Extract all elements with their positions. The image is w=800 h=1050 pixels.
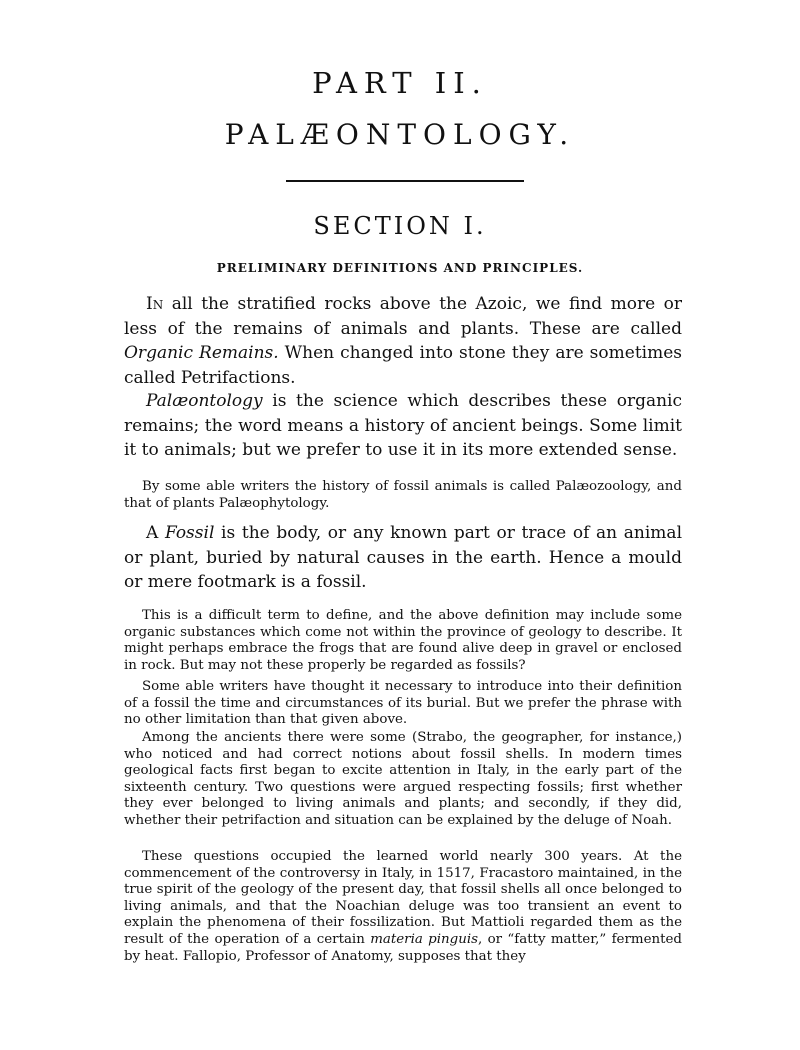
note-able-writers: Some able writers have thought it necessary to introduce into their definition of a fossil the time and circumstances of its burial. But we prefer the phrase with no other limitation than that given above. (124, 679, 682, 728)
paragraph-organic-remains: In all the stratified rocks above the Azoic, we find more or less of the remains of animals and plants. These are called Organic Remains. When changed into stone they are sometimes called Petrifactions. (124, 294, 682, 388)
section-title: SECTION I. (313, 212, 487, 240)
title-divider (286, 180, 524, 182)
note-palaeozoology: By some able writers the history of fossil animals is called Palæozoology, and that of plants Palæophytology. (124, 479, 682, 511)
note-ancients: Among the ancients there were some (Strabo, the geographer, for instance,) who noticed and had correct notions about fossil shells. In modern times geological facts first began to excite attention in Italy, in the early part of the sixteenth century. Two questions were argued respecting fossils; first whether they ever belonged to living animals and plants; and secondly, if they did, whether their petrifaction and situation can be explained by the deluge of Noah. (124, 730, 682, 828)
chapter-title: PALÆONTOLOGY. (224, 118, 576, 151)
part-title: PART II. (312, 66, 488, 100)
section-subheading: PRELIMINARY DEFINITIONS AND PRINCIPLES. (216, 261, 584, 275)
paragraph-palaeontology: Palæontology is the science which describes these organic remains; the word means a history of ancient beings. Some limit it to animals; but we prefer to use it in its more extended sense. (124, 391, 682, 460)
paragraph-fossil-definition: A Fossil is the body, or any known part or trace of an animal or plant, buried by natural causes in the earth. Hence a mould or mere footmark is a fossil. (124, 523, 683, 592)
drop-word: In (146, 294, 164, 314)
note-difficult-term: This is a difficult term to define, and the above definition may include some organic substances which come not within the province of geology to describe. It might perhaps embrace the frogs that are found alive deep in gravel or enclosed in rock. But may not these properly be regarded as fossils? (124, 608, 682, 673)
note-controversy: These questions occupied the learned world nearly 300 years. At the commencement of the controversy in Italy, in 1517, Fracastoro maintained, in the true spirit of the geology of the present day, that fossil shells all once belonged to living animals, and that the Noachian deluge was too transient an event to explain the phenomena of their fossilization. But Mattioli regarded them as the result of the operation of a certain materia pinguis, or “fatty matter,” fermented by heat. Fallopio, Professor of Anatomy, supposes that they (124, 849, 682, 964)
